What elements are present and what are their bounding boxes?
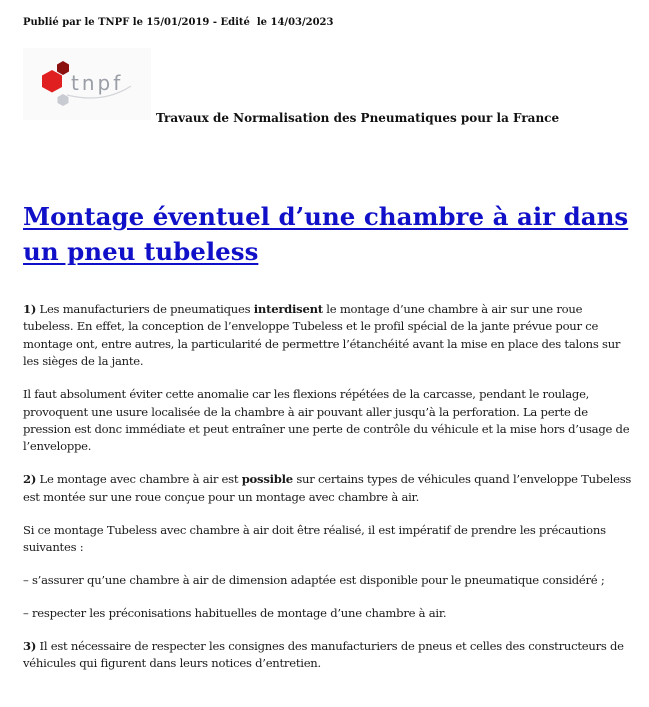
emphasis-possible: possible [241,472,293,487]
logo-hexagon-red [42,70,62,93]
tnpf-logo [23,48,151,120]
paragraph-3 [23,471,633,506]
page-title [23,199,633,269]
paragraph-3-text-a: Le montage avec chambre à air est [36,472,242,487]
paragraph-1-text-b: le montage d’une chambre à air sur une roue tubeless. En effet, la conception de l’enveloppe Tubeless et le profil spécial de la jante prévue pour ce montage ont, entre autres, la particularité de permettre l’étanchéité avant la mise en place des talons sur les sièges de la jante. [23,302,621,369]
item-number-1: 1) [23,302,37,316]
paragraph-4: Si ce montage Tubeless avec chambre à air doit être réalisé, il est impératif de prendre les précautions suivantes : [23,522,606,554]
paragraph-7 [23,638,633,673]
logo-graphic [23,48,151,120]
organization-name: Travaux de Normalisation des Pneumatiques pour la France [156,111,560,125]
paragraph-2: Il faut absolument éviter cette anomalie car les flexions répétées de la carcasse, pendant le roulage, provoquent une usure localisée de la chambre à air pouvant aller jusqu’à la perforation. La perte de pression est donc immédiate et peut entraîner une perte de contrôle du véhicule et la mise hors d’usage de l’enveloppe. [23,387,630,454]
publication-date: Publié par le TNPF le 15/01/2019 - Edité le 14/03/2023 [23,17,334,28]
title-link[interactable]: Montage éventuel d’une chambre à air dans un pneu tubeless [23,202,629,266]
item-number-3: 3) [23,638,37,653]
item-number-2: 2) [23,472,37,487]
logo-text: tnpf [71,71,124,95]
article-body [23,301,633,688]
paragraph-3-text-b: sur certains types de véhicules quand l’enveloppe Tubeless est montée sur une roue conçue pour un montage avec chambre à air. [23,472,632,504]
paragraph-7-text: Il est nécessaire de respecter les consignes des manufacturiers de pneus et celles des constructeurs de véhicules qui figurent dans leurs notices d’entretien. [23,638,624,671]
precaution-item-2: – respecter les préconisations habituelles de montage d’une chambre à air. [23,605,447,620]
paragraph-1-text-a: Les manufacturiers de pneumatiques [36,302,254,316]
emphasis-interdisent: interdisent [253,302,323,316]
logo-hexagon-grey [58,94,69,106]
precaution-item-1: – s’assurer qu’une chambre à air de dimension adaptée est disponible pour le pneumatique considéré ; [23,572,605,587]
logo-hexagon-dark-red [57,61,69,75]
paragraph-1 [23,301,633,371]
